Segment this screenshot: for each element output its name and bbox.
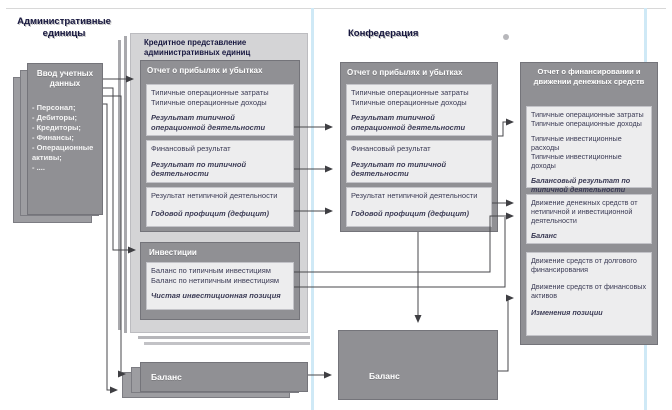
pnl-sub2-conf xyxy=(346,140,492,183)
line-debt-financing-flow: Движение средств от долгового финансирования xyxy=(531,256,637,274)
financing-sub3 xyxy=(526,252,652,336)
section-title-admin-units: Административные единицы xyxy=(17,16,111,39)
line-typical-inv-costs: Типичные инвестиционные расходы xyxy=(531,134,622,152)
financing-report-header: Отчет о финансировании и движении денежных средств xyxy=(533,67,645,86)
column-divider-left xyxy=(311,8,314,410)
financing-sub2 xyxy=(526,194,652,244)
pnl-sub3-conf xyxy=(346,187,492,227)
line-result-typical: Результат по типичной деятельности xyxy=(151,159,247,178)
investments-header: Инвестиции xyxy=(149,248,197,257)
panel-edge-bar-1 xyxy=(118,40,121,330)
panel-edge-bar-2 xyxy=(124,36,127,333)
decorative-dot xyxy=(503,34,509,40)
line-cash-flow-atypical-inv: Движение денежных средств от нетипичной и инвестиционной деятельности xyxy=(531,198,638,225)
line-typical-op-income-fin: Типичные операционные доходы xyxy=(531,119,642,128)
line-typical-op-costs-conf: Типичные операционные затраты xyxy=(351,88,469,97)
investments-sub xyxy=(146,262,294,310)
input-item-creditors: - Кредиторы; xyxy=(32,123,81,132)
input-item-etc: - .... xyxy=(32,163,45,172)
credit-view-panel-title: Кредитное представление административных единиц xyxy=(144,38,251,57)
balance-box-conf xyxy=(338,330,498,400)
line-typical-inv-income: Типичные инвестиционные доходы xyxy=(531,152,622,170)
line-result-atypical: Результат нетипичной деятельности xyxy=(151,191,278,200)
pnl-sub1-conf xyxy=(346,84,492,136)
pnl-report-header-conf: Отчет о прибылях и убытках xyxy=(347,68,463,77)
balance-label-conf: Баланс xyxy=(369,371,400,381)
line-result-atypical-conf: Результат нетипичной деятельности xyxy=(351,191,478,200)
pnl-sub1-admin xyxy=(146,84,294,136)
line-net-investment-position: Чистая инвестиционная позиция xyxy=(151,291,281,300)
line-position-changes: Изменения позиции xyxy=(531,308,603,317)
line-balance-atypical-inv: Баланс по нетипичным инвестициям xyxy=(151,275,280,285)
panel-bottom-bar-1 xyxy=(138,336,310,339)
line-financial-result-conf: Финансовый результат xyxy=(351,144,431,153)
line-financial-assets-flow: Движение средств от финансовых активов xyxy=(531,282,647,300)
pnl-report-header-admin: Отчет о прибылях и убытках xyxy=(147,66,263,75)
pnl-sub2-admin xyxy=(146,140,294,183)
line-financial-result: Финансовый результат xyxy=(151,144,231,153)
balance-label-admin: Баланс xyxy=(151,372,182,382)
arrow-input-to-balance-1 xyxy=(103,96,125,374)
pnl-sub3-admin xyxy=(146,187,294,227)
input-box xyxy=(27,63,103,215)
line-typical-op-costs: Типичные операционные затраты xyxy=(151,88,269,97)
line-annual-surplus-conf: Годовой профицит (дефицит) xyxy=(351,208,469,218)
arrow-input-to-balance-2 xyxy=(103,104,117,390)
line-annual-surplus: Годовой профицит (дефицит) xyxy=(151,208,269,218)
balance-box-admin xyxy=(140,362,308,392)
line-typical-op-income-conf: Типичные операционные доходы xyxy=(351,97,467,107)
section-title-confederation: Конфедерация xyxy=(348,28,419,39)
arrow-conf-balance-to-financing xyxy=(498,298,513,371)
line-balance-result-typical: Балансовый результат по типичной деятельности xyxy=(531,176,631,194)
line-typical-op-income: Типичные операционные доходы xyxy=(151,97,267,107)
panel-bottom-bar-2 xyxy=(144,342,310,345)
input-item-operating-assets: - Операционные активы; xyxy=(32,143,94,162)
input-box-heading: Ввод учетных данных xyxy=(36,69,94,88)
line-result-typical-conf: Результат по типичной деятельности xyxy=(351,159,447,178)
top-rule xyxy=(6,8,666,9)
line-balance-fin: Баланс xyxy=(531,231,557,240)
line-result-typical-op: Результат типичной операционной деятельности xyxy=(151,113,266,132)
input-item-debtors: - Дебиторы; xyxy=(32,113,77,122)
arrow-conf-to-financing-sub1 xyxy=(498,122,513,136)
financing-sub1 xyxy=(526,106,652,194)
input-item-finance: - Финансы; xyxy=(32,133,74,142)
line-result-typical-op-conf: Результат типичной операционной деятельности xyxy=(351,113,466,132)
line-balance-typical-inv: Баланс по типичным инвестициям xyxy=(151,266,271,275)
input-item-personnel: - Персонал; xyxy=(32,103,76,112)
line-typical-op-costs-fin: Типичные операционные затраты xyxy=(531,110,644,119)
